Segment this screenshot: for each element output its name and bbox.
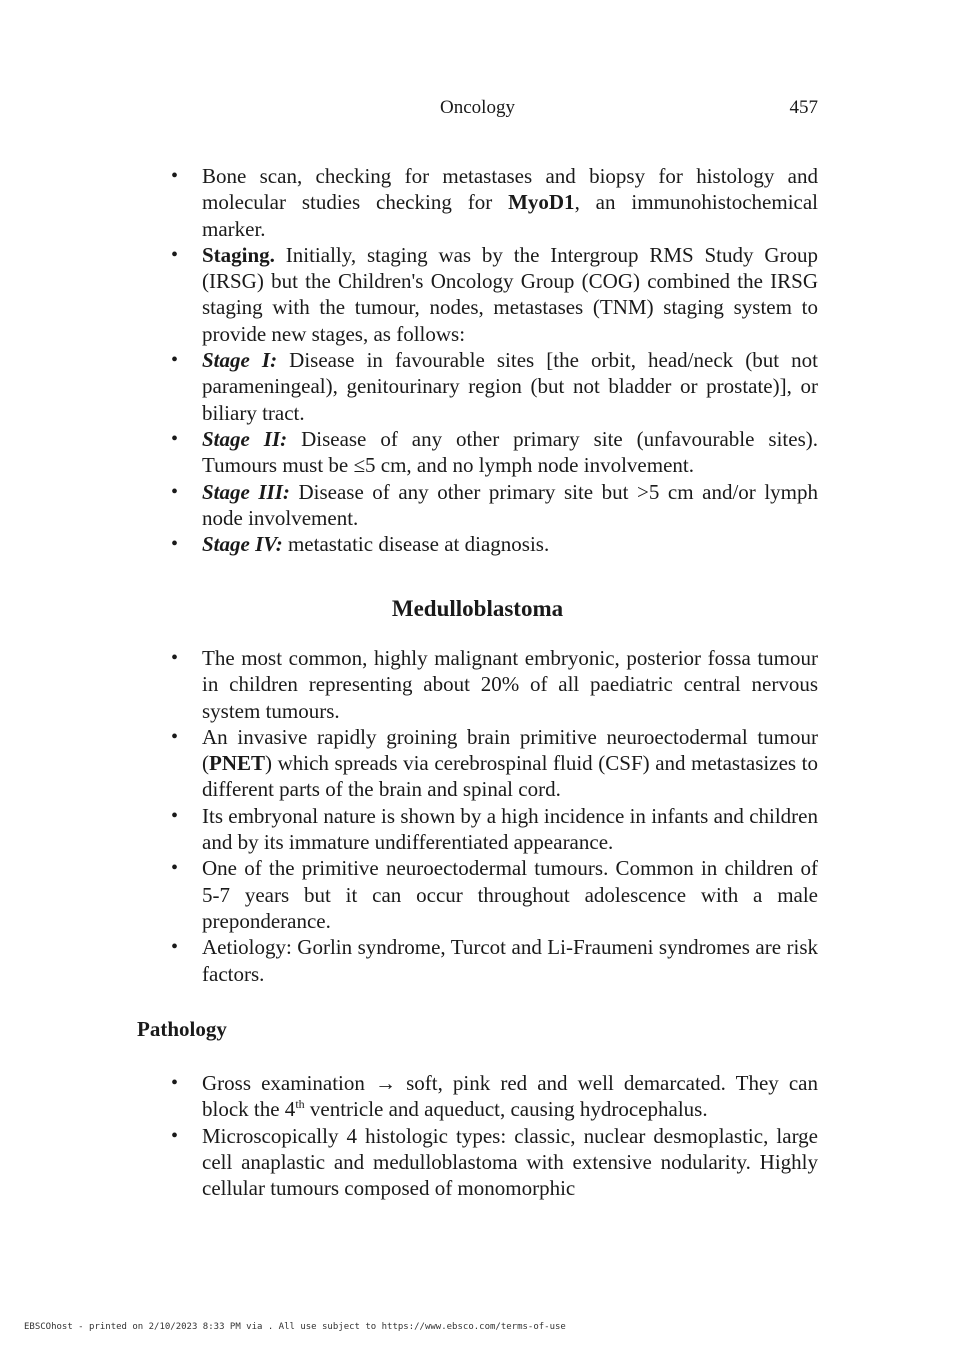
stage-label: Stage I: — [202, 348, 278, 373]
item-text: metastatic disease at diagnosis. — [282, 532, 550, 557]
item-text: Disease in favourable sites [the orbit, head/neck (but not parameningeal), genitourinary region (but not bladder or prostate)], or biliary tract. — [202, 348, 818, 425]
medulloblastoma-bullet-list — [202, 645, 818, 987]
list-item — [202, 803, 818, 856]
print-footer: EBSCOhost - printed on 2/10/2023 8:33 PM via . All use subject to https://www.ebsco.com/terms-of-use — [24, 1322, 566, 1332]
item-text: Gross examination → soft, pink red and well demarcated. They can block the 4 — [202, 1071, 818, 1122]
item-text: , an immunohistochemical marker. — [202, 190, 819, 241]
superscript: th — [295, 1097, 305, 1112]
list-item — [202, 242, 818, 347]
page-number: 457 — [789, 97, 818, 118]
staging-bullet-list — [202, 163, 818, 557]
list-item — [202, 163, 818, 242]
bold-term: PNET — [209, 751, 266, 776]
running-title: Oncology — [440, 97, 515, 118]
item-text: Microscopically 4 histologic types: classic, nuclear desmoplastic, large cell anaplastic and medulloblastoma with extensive nodularity. Highly cellular tumours composed of monomorphic — [202, 1123, 818, 1201]
list-item — [202, 724, 818, 803]
item-text: An invasive rapidly groining brain primitive neuroectodermal tumour ( — [202, 724, 818, 776]
list-item — [202, 531, 818, 557]
item-text: Its embryonal nature is shown by a high incidence in infants and children and by its immature undifferentiated appearance. — [202, 803, 818, 855]
item-text: ventricle and aqueduct, causing hydrocephalus. — [304, 1097, 708, 1122]
list-item — [202, 426, 818, 479]
pathology-bullet-list — [202, 1070, 818, 1201]
list-item — [202, 1123, 818, 1202]
section-heading: Medulloblastoma — [391, 596, 564, 621]
item-text: Initially, staging was by the Intergroup RMS Study Group (IRSG) but the Children's Oncology Group (COG) combined the IRSG staging with the tumour, nodes, metastases (TNM) staging system to provide new stages, as follows: — [202, 242, 818, 346]
bold-term: MyoD1 — [508, 190, 575, 215]
item-text: Aetiology: Gorlin syndrome, Turcot and Li-Fraumeni syndromes are risk factors. — [202, 935, 818, 986]
list-item — [202, 347, 818, 426]
item-text: The most common, highly malignant embryonic, posterior fossa tumour in children representing about 20% of all paediatric central nervous system tumours. — [202, 646, 818, 723]
item-text: Disease of any other primary site but >5 cm and/or lymph node involvement. — [202, 479, 818, 530]
stage-label: Stage III: — [202, 479, 290, 504]
list-item — [202, 934, 818, 987]
list-item — [202, 855, 818, 934]
stage-label: Stage IV: — [202, 532, 283, 557]
bold-term: Staging. — [202, 242, 275, 267]
item-text: ) which spreads via cerebrospinal fluid (CSF) and metastasizes to different parts of the brain and spinal cord. — [202, 751, 818, 802]
stage-label: Stage II: — [202, 426, 288, 451]
list-item — [202, 645, 818, 724]
subsection-heading: Pathology — [137, 1017, 227, 1041]
item-text: Bone scan, checking for metastases and biopsy for histology and molecular studies checking for — [202, 164, 818, 215]
list-item — [202, 1070, 818, 1123]
item-text: One of the primitive neuroectodermal tumours. Common in children of 5-7 years but it can occur throughout adolescence with a male preponderance. — [202, 856, 818, 933]
list-item — [202, 479, 818, 532]
item-text: Disease of any other primary site (unfavourable sites). Tumours must be ≤5 cm, and no lymph node involvement. — [202, 426, 818, 478]
